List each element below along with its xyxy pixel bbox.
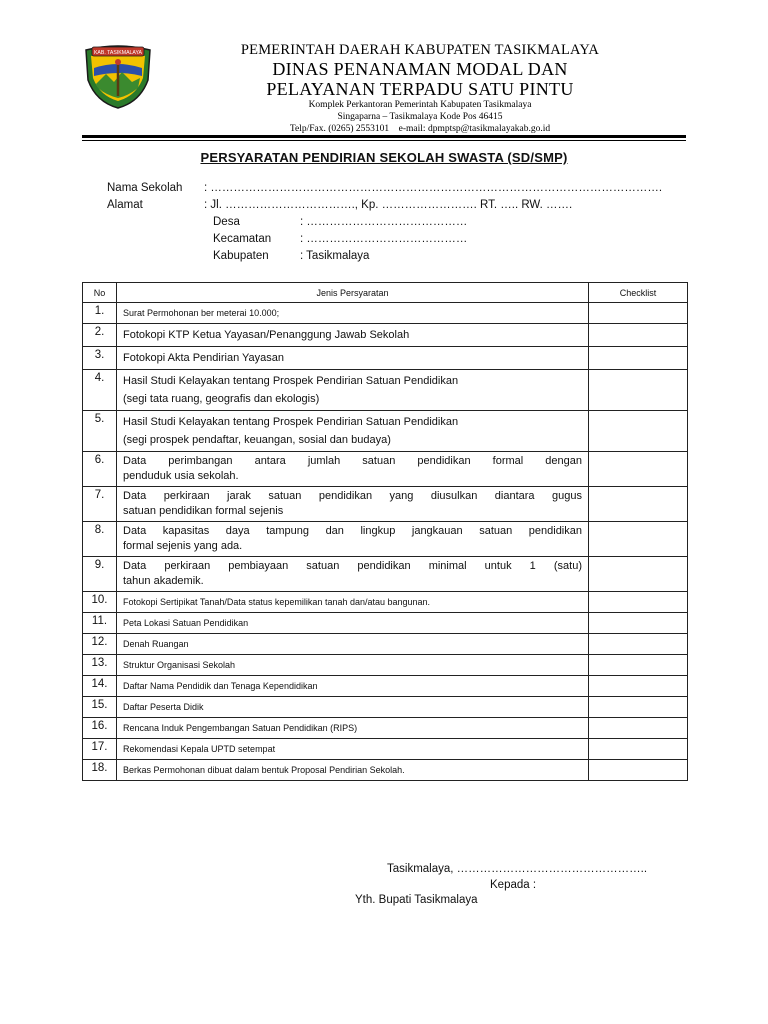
document-title: [0, 150, 768, 165]
requirement-line: formal sejenis yang ada.: [123, 540, 243, 552]
row-number: 1.: [83, 303, 117, 324]
table-row: [83, 697, 688, 718]
checklist-cell[interactable]: [589, 697, 688, 718]
district-label: Kecamatan: [213, 233, 272, 245]
row-number: 16.: [83, 718, 117, 739]
table-row: [83, 370, 688, 411]
row-number: 8.: [83, 522, 117, 557]
government-name: PEMERINTAH DAERAH KABUPATEN TASIKMALAYA: [240, 42, 600, 58]
requirement-text: [117, 697, 589, 718]
requirement-line: Struktur Organisasi Sekolah: [123, 660, 236, 670]
checklist-cell[interactable]: [589, 676, 688, 697]
requirements-table: [82, 282, 688, 781]
requirement-line: Fotokopi Akta Pendirian Yayasan: [123, 352, 285, 364]
requirement-line: Berkas Permohonan dibuat dalam bentuk Proposal Pendirian Sekolah.: [123, 765, 405, 775]
regency-emblem-logo: [80, 40, 156, 110]
table-row: [83, 452, 688, 487]
checklist-cell[interactable]: [589, 347, 688, 370]
requirement-line: penduduk usia sekolah.: [123, 470, 239, 482]
requirement-line: Peta Lokasi Satuan Pendidikan: [123, 618, 249, 628]
table-row: [83, 347, 688, 370]
requirement-line: Denah Ruangan: [123, 639, 189, 649]
table-row: [83, 592, 688, 613]
requirement-text: [117, 634, 589, 655]
requirement-text: [117, 411, 589, 452]
requirement-text: [117, 760, 589, 781]
row-number: 11.: [83, 613, 117, 634]
regency-field: : Tasikmalaya: [300, 250, 370, 262]
requirement-line: Fotokopi KTP Ketua Yayasan/Penanggung Jawab Sekolah: [123, 329, 410, 341]
checklist-cell[interactable]: [589, 592, 688, 613]
checklist-cell[interactable]: [589, 760, 688, 781]
table-row: [83, 613, 688, 634]
requirement-line: Data kapasitas daya tampung dan lingkup jangkauan satuan pendidikan: [123, 525, 582, 537]
requirement-line: (segi tata ruang, geografis dan ekologis): [123, 393, 320, 405]
row-number: 15.: [83, 697, 117, 718]
contact-line: Telp/Fax. (0265) 2553101 e-mail: dpmptsp@tasikmalayakab.go.id: [289, 124, 551, 134]
row-number: 18.: [83, 760, 117, 781]
table-row: [83, 324, 688, 347]
table-row: [83, 411, 688, 452]
requirement-text: [117, 347, 589, 370]
row-number: 12.: [83, 634, 117, 655]
letterhead-divider-thick: [82, 135, 686, 138]
checklist-cell[interactable]: [589, 324, 688, 347]
checklist-cell[interactable]: [589, 655, 688, 676]
requirement-text: [117, 370, 589, 411]
row-number: 7.: [83, 487, 117, 522]
place-date-line: Tasikmalaya, …………………………………………..: [387, 863, 648, 875]
requirement-text: [117, 303, 589, 324]
row-number: 6.: [83, 452, 117, 487]
checklist-cell[interactable]: [589, 452, 688, 487]
row-number: 5.: [83, 411, 117, 452]
letterhead-divider-thin: [82, 140, 686, 141]
district-field[interactable]: : ……………………………………: [300, 233, 468, 245]
checklist-cell[interactable]: [589, 411, 688, 452]
requirement-text: [117, 522, 589, 557]
checklist-cell[interactable]: [589, 718, 688, 739]
document-title-text: PERSYARATAN PENDIRIAN SEKOLAH SWASTA (SD/SMP): [200, 150, 568, 165]
row-number: 14.: [83, 676, 117, 697]
checklist-cell[interactable]: [589, 370, 688, 411]
requirement-line: Rekomendasi Kepala UPTD setempat: [123, 744, 276, 754]
requirement-line: Hasil Studi Kelayakan tentang Prospek Pendirian Satuan Pendidikan: [123, 375, 459, 387]
school-name-field[interactable]: : ……………………………………………………………………………………………………….: [204, 182, 663, 194]
table-row: [83, 676, 688, 697]
regency-label: Kabupaten: [213, 250, 269, 262]
village-field[interactable]: : ……………………………………: [300, 216, 468, 228]
requirements-table-body: [83, 303, 688, 781]
requirement-line: (segi prospek pendaftar, keuangan, sosial dan budaya): [123, 434, 391, 446]
requirement-line: Data perimbangan antara jumlah satuan pendidikan formal dengan: [123, 455, 582, 467]
requirement-line: Fotokopi Sertipikat Tanah/Data status kepemilikan tanah dan/atau bangunan.: [123, 597, 431, 607]
requirement-text: [117, 452, 589, 487]
address-field[interactable]: : Jl. ……………………………., Kp. ……………………. RT. ….. RW. …….: [204, 199, 573, 211]
row-number: 4.: [83, 370, 117, 411]
table-row: [83, 487, 688, 522]
table-row: [83, 634, 688, 655]
requirement-line: Rencana Induk Pengembangan Satuan Pendidikan (RIPS): [123, 723, 358, 733]
requirement-line: Data perkiraan pembiayaan satuan pendidikan minimal untuk 1 (satu): [123, 560, 582, 572]
table-row: [83, 739, 688, 760]
logo-label-text: KAB. TASIKMALAYA: [93, 50, 143, 56]
address-line1: Komplek Perkantoran Pemerintah Kabupaten Tasikmalaya: [308, 100, 532, 110]
requirement-text: [117, 613, 589, 634]
requirement-text: [117, 676, 589, 697]
checklist-cell[interactable]: [589, 487, 688, 522]
table-header-row: [83, 283, 688, 303]
table-row: [83, 718, 688, 739]
checklist-cell[interactable]: [589, 557, 688, 592]
requirement-line: Hasil Studi Kelayakan tentang Prospek Pendirian Satuan Pendidikan: [123, 416, 459, 428]
letterhead-text: [180, 42, 660, 135]
address-label: Alamat: [107, 199, 143, 211]
row-number: 17.: [83, 739, 117, 760]
checklist-cell[interactable]: [589, 613, 688, 634]
requirement-line: Daftar Peserta Didik: [123, 702, 204, 712]
requirement-line: Data perkiraan jarak satuan pendidikan yang diusulkan diantara gugus: [123, 490, 582, 502]
table-row: [83, 557, 688, 592]
address-line2: Singaparna – Tasikmalaya Kode Pos 46415: [337, 112, 503, 122]
requirement-text: [117, 739, 589, 760]
agency-name-line1: DINAS PENANAMAN MODAL DAN: [272, 59, 568, 79]
requirement-line: satuan pendidikan formal sejenis: [123, 505, 284, 517]
requirement-line: Daftar Nama Pendidik dan Tenaga Kependidikan: [123, 681, 318, 691]
addressee-name: Yth. Bupati Tasikmalaya: [355, 894, 478, 906]
village-label: Desa: [213, 216, 240, 228]
checklist-cell[interactable]: [589, 634, 688, 655]
row-number: 9.: [83, 557, 117, 592]
requirement-text: [117, 655, 589, 676]
table-row: [83, 760, 688, 781]
checklist-cell[interactable]: [589, 522, 688, 557]
row-number: 13.: [83, 655, 117, 676]
requirement-text: [117, 718, 589, 739]
requirement-line: tahun akademik.: [123, 575, 204, 587]
row-number: 2.: [83, 324, 117, 347]
requirement-text: [117, 592, 589, 613]
table-row: [83, 522, 688, 557]
table-row: [83, 655, 688, 676]
requirement-line: Surat Permohonan ber meterai 10.000;: [123, 308, 280, 318]
header-no: No: [83, 283, 117, 303]
checklist-cell[interactable]: [589, 303, 688, 324]
header-checklist: Checklist: [589, 283, 688, 303]
row-number: 3.: [83, 347, 117, 370]
requirement-text: [117, 487, 589, 522]
school-name-label: Nama Sekolah: [107, 182, 183, 194]
requirement-text: [117, 324, 589, 347]
requirement-text: [117, 557, 589, 592]
agency-name-line2: PELAYANAN TERPADU SATU PINTU: [266, 79, 574, 99]
header-requirement: Jenis Persyaratan: [117, 283, 589, 303]
addressee-heading: Kepada :: [490, 879, 537, 891]
row-number: 10.: [83, 592, 117, 613]
checklist-cell[interactable]: [589, 739, 688, 760]
table-row: [83, 303, 688, 324]
